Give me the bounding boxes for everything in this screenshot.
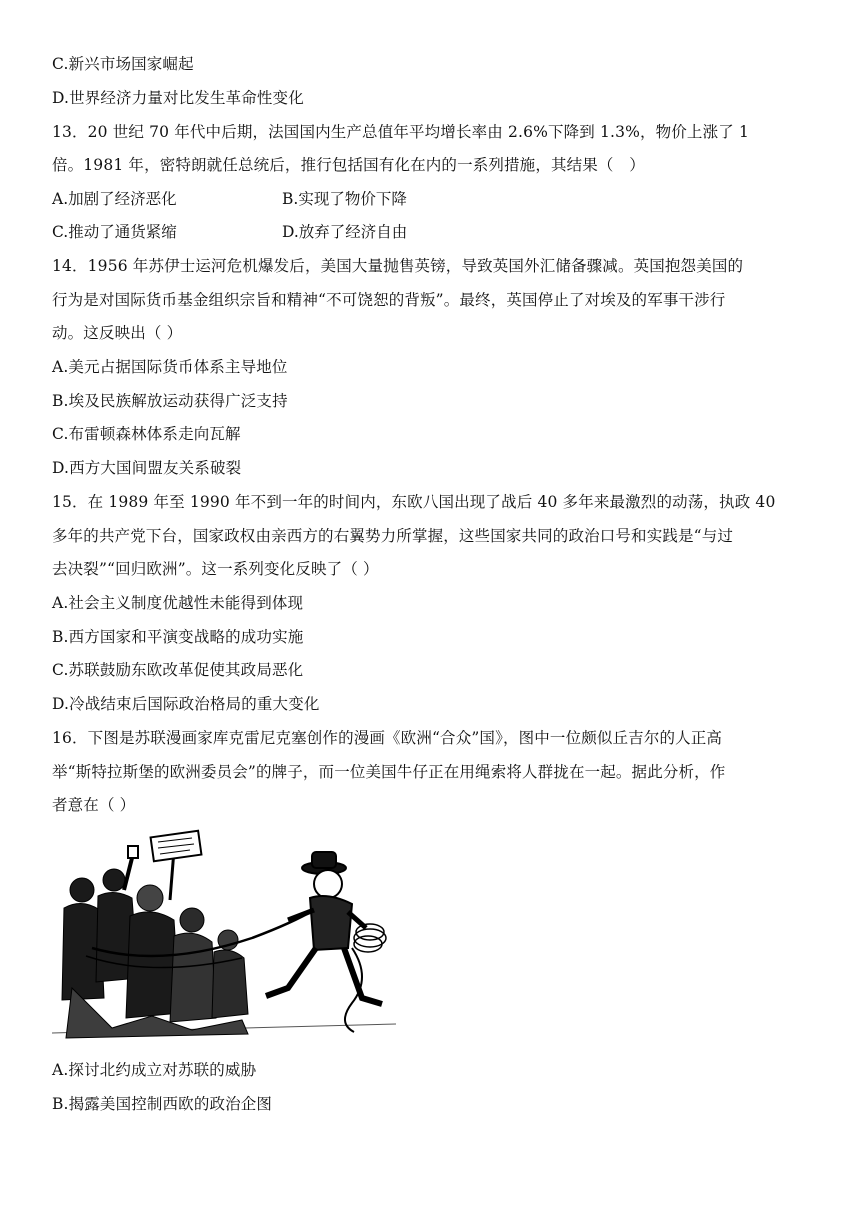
q16-stem-line-3: 者意在（ ） [52, 796, 136, 814]
q13-option-d: D.放弃了经济自由 [282, 223, 408, 241]
q13-stem-line-2: 倍。1981 年，密特朗就任总统后，推行包括国有化在内的一系列措施，其结果（ ） [52, 156, 645, 174]
q14-option-a: A.美元占据国际货币体系主导地位 [52, 358, 288, 376]
q13-options-row-2 [52, 222, 408, 242]
q13-option-c: C.推动了通货紧缩 [52, 223, 177, 241]
political-cartoon-image [52, 828, 396, 1042]
q14-option-b: B.埃及民族解放运动获得广泛支持 [52, 392, 288, 410]
q15-option-c: C.苏联鼓励东欧改革促使其政局恶化 [52, 661, 304, 679]
q14-stem-line-2: 行为是对国际货币基金组织宗旨和精神“不可饶恕的背叛”。最终，英国停止了对埃及的军事干涉行 [52, 291, 726, 309]
q15-option-d: D.冷战结束后国际政治格局的重大变化 [52, 695, 320, 713]
q13-option-b: B.实现了物价下降 [282, 190, 407, 208]
q15-option-a: A.社会主义制度优越性未能得到体现 [52, 594, 304, 612]
q14-option-c: C.布雷顿森林体系走向瓦解 [52, 425, 241, 443]
cartoon-drawing [52, 828, 396, 1042]
q16-option-a: A.探讨北约成立对苏联的威胁 [52, 1061, 257, 1079]
q16-stem-line-2: 举“斯特拉斯堡的欧洲委员会”的牌子，而一位美国牛仔正在用绳索将人群拢在一起。据此分析，作 [52, 763, 726, 781]
q15-option-b: B.西方国家和平演变战略的成功实施 [52, 628, 304, 646]
q13-option-a: A.加剧了经济恶化 [52, 190, 177, 208]
q12-option-d: D.世界经济力量对比发生革命性变化 [52, 89, 304, 107]
q13-options-row-1 [52, 189, 407, 209]
q14-stem-line-1: 14．1956 年苏伊士运河危机爆发后，美国大量抛售英镑，导致英国外汇储备骤减。英国抱怨美国的 [52, 257, 744, 275]
q15-stem-line-3: 去决裂”“回归欧洲”。这一系列变化反映了（ ） [52, 560, 379, 578]
q14-option-d: D.西方大国间盟友关系破裂 [52, 459, 242, 477]
q12-option-c: C.新兴市场国家崛起 [52, 55, 194, 73]
q14-stem-line-3: 动。这反映出（ ） [52, 324, 183, 342]
q15-stem-line-2: 多年的共产党下台，国家政权由亲西方的右翼势力所掌握，这些国家共同的政治口号和实践是“与过 [52, 527, 734, 545]
q15-stem-line-1: 15．在 1989 年至 1990 年不到一年的时间内，东欧八国出现了战后 40 多年来最激烈的动荡，执政 40 [52, 493, 776, 511]
q16-stem-line-1: 16．下图是苏联漫画家库克雷尼克塞创作的漫画《欧洲“合众”国》，图中一位颇似丘吉尔的人正高 [52, 729, 723, 747]
q16-option-b: B.揭露美国控制西欧的政治企图 [52, 1095, 273, 1113]
q13-stem-line-1: 13．20 世纪 70 年代中后期，法国国内生产总值年平均增长率由 2.6%下降到 1.3%，物价上涨了 1 [52, 123, 749, 141]
